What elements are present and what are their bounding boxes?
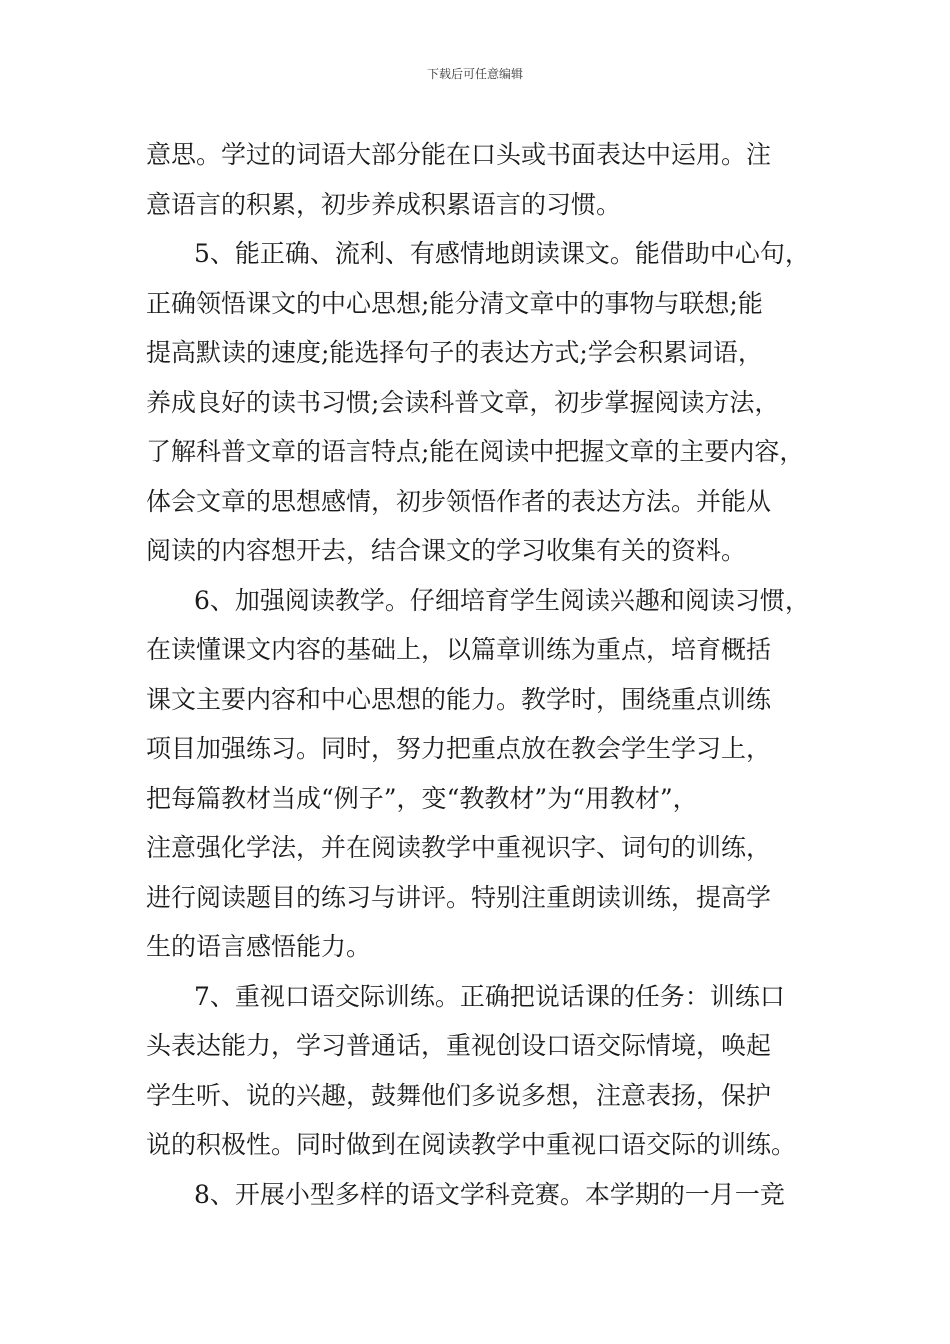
page-header: 下载后可任意编辑 xyxy=(426,67,523,81)
text-line: 养成良好的读书习惯;会读科普文章，初步掌握阅读方法， xyxy=(146,387,780,417)
text-line: 注意强化学法，并在阅读教学中重视识字、词句的训练， xyxy=(146,833,772,862)
paragraph-start-line: 5、能正确、流利、有感情地朗读课文。能借助中心句， xyxy=(194,239,810,268)
text-line: 了解科普文章的语言特点;能在阅读中把握文章的主要内容， xyxy=(146,437,805,466)
text-line: 体会文章的思想感情，初步领悟作者的表达方法。并能从 xyxy=(146,486,772,516)
text-line: 生的语言感悟能力。 xyxy=(146,932,372,961)
text-line: 提高默读的速度;能选择句子的表达方式;学会积累词语， xyxy=(146,338,763,367)
text-line: 头表达能力，学习普通话，重视创设口语交际情境，唤起 xyxy=(146,1031,772,1060)
document-body xyxy=(146,130,826,1219)
text-line: 在读懂课文内容的基础上，以篇章训练为重点，培育概括 xyxy=(146,635,772,664)
paragraph-start-line: 7、重视口语交际训练。正确把说话课的任务：训练口 xyxy=(194,981,785,1011)
text-line: 阅读的内容想开去，结合课文的学习收集有关的资料。 xyxy=(146,536,747,565)
paragraph-start-line: 8、开展小型多样的语文学科竞赛。本学期的一月一竞 xyxy=(194,1179,785,1209)
text-line: 学生听、说的兴趣，鼓舞他们多说多想，注意表扬，保护 xyxy=(146,1080,772,1110)
text-line: 正确领悟课文的中心思想;能分清文章中的事物与联想;能 xyxy=(146,288,763,318)
text-line: 项目加强练习。同时，努力把重点放在教会学生学习上， xyxy=(146,734,772,763)
text-line: 说的积极性。同时做到在阅读教学中重视口语交际的训练。 xyxy=(146,1130,797,1159)
text-line: 进行阅读题目的练习与讲评。特别注重朗读训练，提高学 xyxy=(146,882,772,912)
text-line: 课文主要内容和中心思想的能力。教学时，围绕重点训练 xyxy=(146,684,772,714)
paragraph-start-line: 6、加强阅读教学。仔细培育学生阅读兴趣和阅读习惯， xyxy=(194,585,810,615)
text-line: 意思。学过的词语大部分能在口头或书面表达中运用。注 xyxy=(146,140,772,169)
text-line: 把每篇教材当成“例子”，变“教教材”为“用教材”， xyxy=(146,783,698,813)
text-line: 意语言的积累，初步养成积累语言的习惯。 xyxy=(146,189,622,219)
